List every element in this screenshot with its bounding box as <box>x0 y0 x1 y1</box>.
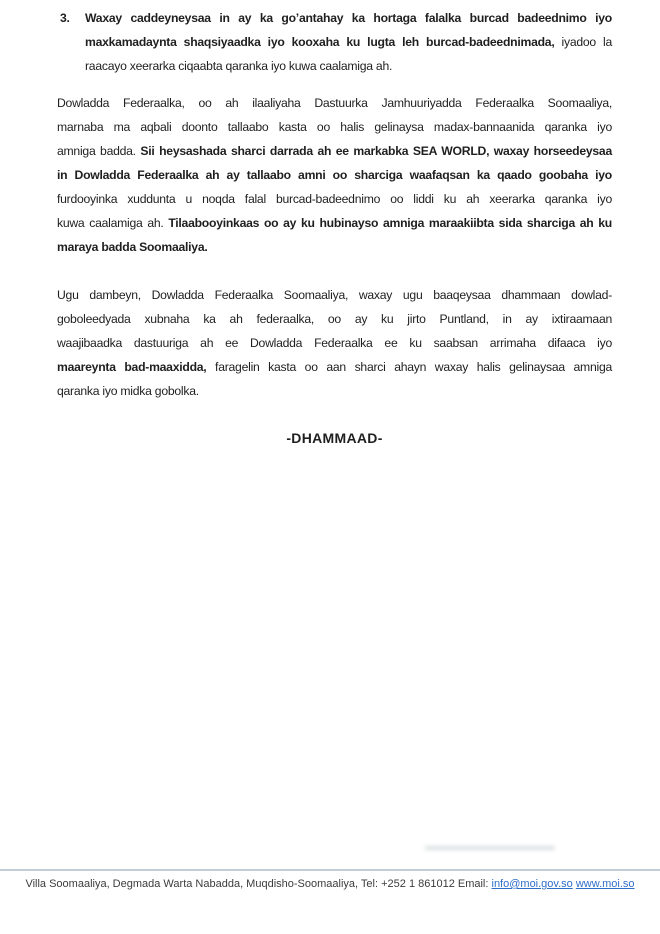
paragraph-text <box>57 283 612 403</box>
text-line: maraya badda Soomaaliya. <box>57 240 208 254</box>
text-line: kuwa caalamiga ah. Tilaabooyinkaas oo ay ku hubinayso amniga maraakiibta sida sharciga ah ku <box>57 216 612 230</box>
text-line: goboleedyada xubnaha ka ah federaalka, oo ay ku jirto Puntland, in ay ixtiraamaan <box>57 312 612 326</box>
footer-address: Villa Soomaaliya, Degmada Warta Nabadda, Muqdisho-Soomaaliya, Tel: +252 1 861012 Email: <box>25 878 492 890</box>
text-line: in Dowladda Federaalka ah ay tallaabo amni oo sharciga waafaqsan ka qaado goobaha iyo <box>57 168 612 182</box>
text-line: maxkamadaynta shaqsiyaadka iyo kooxaha ku lugta leh burcad-badeednimada, iyadoo la <box>85 35 613 49</box>
text-line: raacayo xeerarka ciqaabta qaranka iyo kuwa caalamiga ah. <box>85 59 393 73</box>
document-body <box>0 0 660 450</box>
text-line: waajibaadka dastuuriga ah ee Dowladda Federaalka ee ku saabsan arrimaha difaaca iyo <box>57 336 612 350</box>
paragraph-text <box>85 6 612 78</box>
text-line: Waxay caddeyneysaa in ay ka go’antahay ka hortaga falalka burcad badeednimo iyo <box>85 11 612 25</box>
paragraphs <box>57 6 612 403</box>
list-number: 3. <box>60 11 70 25</box>
text-line: Dowladda Federaalka, oo ah ilaaliyaha Dastuurka Jamhuuriyadda Federaalka Soomaaliya, <box>57 96 612 110</box>
footer-email-link[interactable]: info@moi.gov.so <box>491 878 573 890</box>
footer-website-link[interactable]: www.moi.so <box>575 878 635 890</box>
closing-line: -DHAMMAAD- <box>286 430 383 446</box>
text-line: Ugu dambeyn, Dowladda Federaalka Soomaaliya, waxay ugu baaqeysaa dhammaan dowlad- <box>57 288 612 302</box>
scan-artifact <box>425 846 555 850</box>
numbered-paragraph <box>57 6 612 78</box>
footer-rule <box>0 869 660 871</box>
paragraph-text <box>57 91 612 259</box>
text-line: furdooyinka xuddunta u noqda falal burcad-badeednimo oo liddi ku ah xeerarka qaranka iyo <box>57 192 612 206</box>
paragraph <box>57 91 612 259</box>
paragraph <box>57 283 612 403</box>
footer <box>0 877 660 892</box>
text-line: marnaba ma aqbali doonto tallaabo kasta oo halis gelinaysa madax-bannaanida qaranka iyo <box>57 120 612 134</box>
text-line: maareynta bad-maaxidda, faragelin kasta oo aan sharci ahayn waxay halis gelinaysaa amniga <box>57 360 612 374</box>
text-line: qaranka iyo midka gobolka. <box>57 384 199 398</box>
text-line: amniga badda. Sii heysashada sharci darrada ah ee markabka SEA WORLD, waxay horseedeysaa <box>57 144 612 158</box>
